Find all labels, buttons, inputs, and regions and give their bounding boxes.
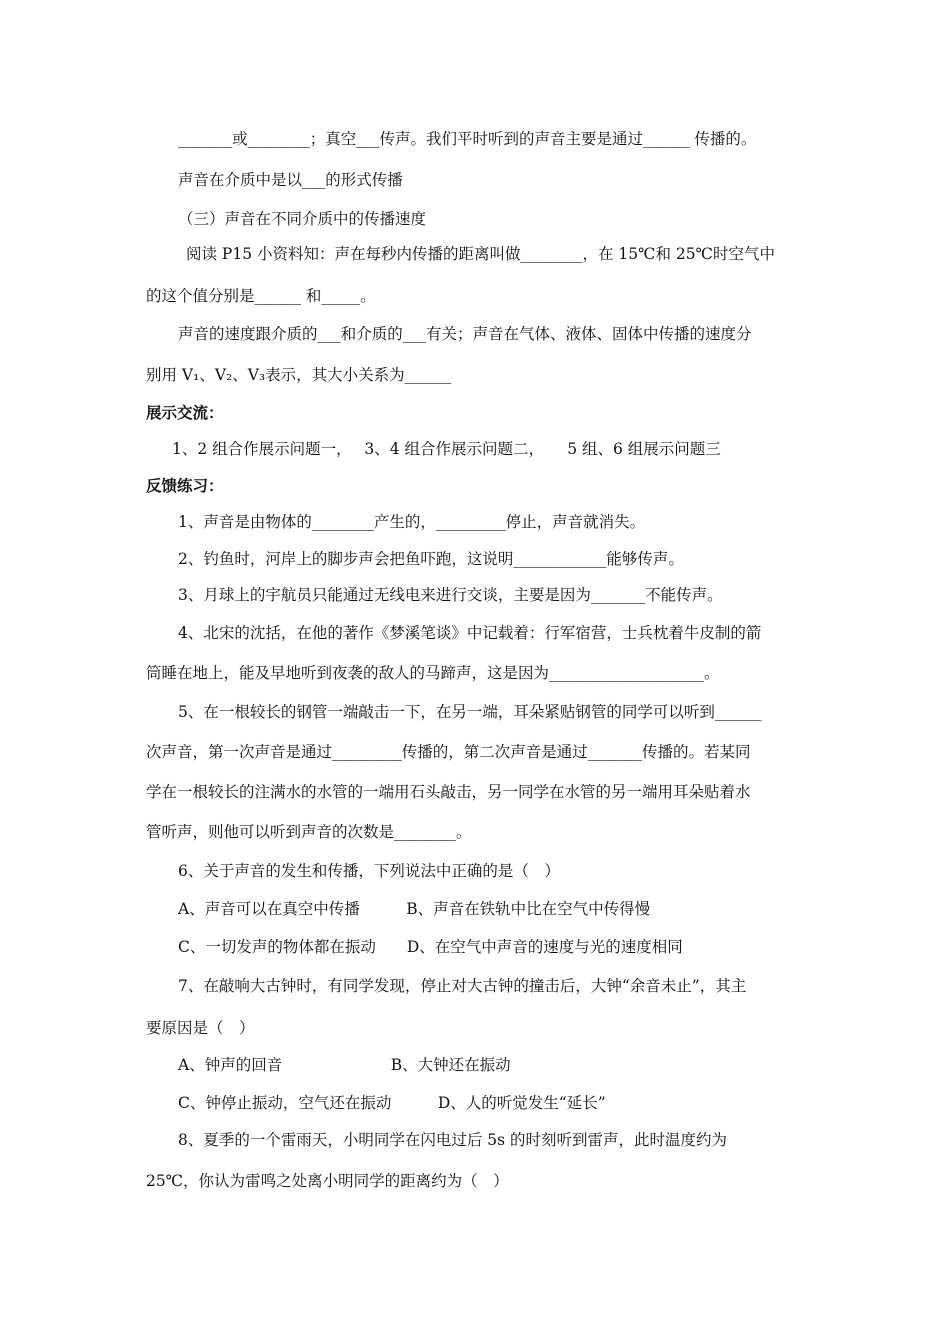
question-7: 7、在敲响大古钟时，有同学发现，停止对大古钟的撞击后，大钟“余音未止”，其主 <box>178 977 747 995</box>
question-3: 3、月球上的宇航员只能通过无线电来进行交谈，主要是因为_______不能传声。 <box>178 586 723 604</box>
question-8: 8、夏季的一个雷雨天，小明同学在闪电过后 5s 的时刻听到雷声，此时温度约为 <box>178 1131 728 1149</box>
section-heading: （三）声音在不同介质中的传播速度 <box>178 210 427 228</box>
question-8-cont: 25℃，你认为雷鸣之处离小明同学的距离约为（ ） <box>146 1172 509 1190</box>
question-5: 5、在一根较长的钢管一端敲击一下，在另一端，耳朵紧贴钢管的同学可以听到______ <box>178 703 762 721</box>
text-line: 声音的速度跟介质的___和介质的___有关；声音在气体、液体、固体中传播的速度分 <box>178 325 752 343</box>
question-5-cont: 次声音，第一次声音是通过_________传播的，第二次声音是通过_______传播的。若某同 <box>146 743 751 761</box>
text-line: 别用 V₁、V₂、V₃表示，其大小关系为______ <box>146 366 452 384</box>
option-line: A、钟声的回音 B、大钟还在振动 <box>178 1056 511 1074</box>
question-2: 2、钓鱼时，河岸上的脚步声会把鱼吓跑，这说明____________能够传声。 <box>178 550 684 568</box>
option-line: C、钟停止振动，空气还在振动 D、人的听觉发生“延长” <box>178 1094 606 1112</box>
option-line: C、一切发声的物体都在振动 D、在空气中声音的速度与光的速度相同 <box>178 938 683 956</box>
text-line: 声音在介质中是以___的形式传播 <box>178 171 403 189</box>
section-title-feedback: 反馈练习： <box>146 476 224 495</box>
text-line: 1、2 组合作展示问题一， 3、4 组合作展示问题二， 5 组、6 组展示问题三 <box>172 440 721 458</box>
option-line: A、声音可以在真空中传播 B、声音在铁轨中比在空气中传得慢 <box>178 900 651 918</box>
question-7-cont: 要原因是（ ） <box>146 1019 255 1037</box>
text-line: 阅读 P15 小资料知：声在每秒内传播的距离叫做________，在 15℃和 25℃时空气中 <box>186 245 775 263</box>
question-5-cont: 学在一根较长的注满水的水管的一端用石头敲击，另一同学在水管的另一端用耳朵贴着水 <box>146 783 751 801</box>
text-line: _______或________；真空___传声。我们平时听到的声音主要是通过______ 传播的。 <box>178 130 757 148</box>
question-4-cont: 筒睡在地上，能及早地听到夜袭的敌人的马蹄声，这是因为____________________。 <box>146 664 720 682</box>
question-1: 1、声音是由物体的________产生的，_________停止，声音就消失。 <box>178 513 646 531</box>
question-6: 6、关于声音的发生和传播，下列说法中正确的是（ ） <box>178 862 560 880</box>
text-line: 的这个值分别是______ 和_____。 <box>146 287 376 305</box>
question-4: 4、北宋的沈括，在他的著作《梦溪笔谈》中记载着：行军宿营，士兵枕着牛皮制的箭 <box>178 624 762 642</box>
question-5-cont: 管听声，则他可以听到声音的次数是________。 <box>146 823 472 841</box>
section-title-showcase: 展示交流： <box>146 403 224 422</box>
